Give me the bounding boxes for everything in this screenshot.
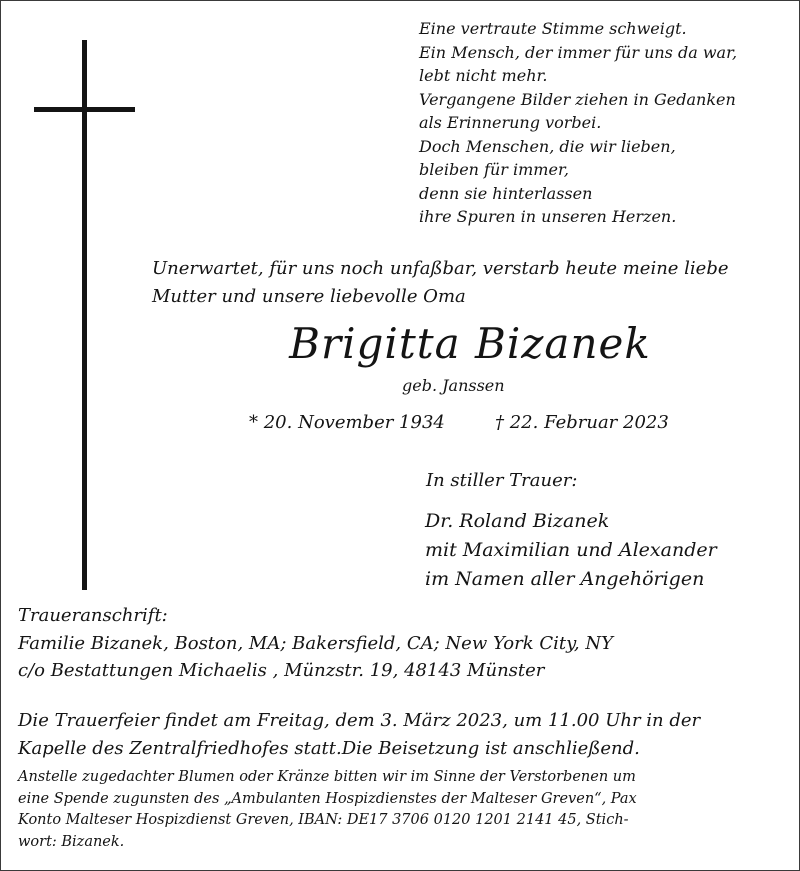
birth-name: geb. Janssen [402, 376, 505, 395]
poem-line: denn sie hinterlassen [419, 183, 593, 203]
poem [419, 17, 789, 229]
donation-line: Konto Malteser Hospizdienst Greven, IBAN: DE17 3706 0120 1201 2141 45, Stich- [18, 812, 629, 828]
intro-text [152, 255, 772, 311]
cross-horizontal-bar [34, 107, 135, 112]
ceremony-info [18, 707, 788, 762]
mourner-line: im Namen aller Angehörigen [425, 568, 705, 590]
donation-line: eine Spende zugunsten des „Ambulanten Hospizdienstes der Malteser Greven“, Pax [18, 790, 637, 807]
death-date: † 22. Februar 2023 [495, 412, 669, 433]
address-line: Familie Bizanek, Boston, MA; Bakersfield, CA; New York City, NY [18, 632, 613, 654]
poem-line: Eine vertraute Stimme schweigt. [419, 19, 687, 38]
poem-line: bleiben für immer, [419, 160, 569, 179]
donation-info [18, 767, 788, 853]
ceremony-line: Kapelle des Zentralfriedhofes statt.Die Beisetzung ist anschließend. [18, 737, 640, 759]
ceremony-line: Die Trauerfeier findet am Freitag, dem 3. März 2023, um 11.00 Uhr in der [18, 710, 701, 731]
mourning-address [18, 602, 788, 685]
mourner-line: mit Maximilian und Alexander [425, 539, 717, 561]
poem-line: Vergangene Bilder ziehen in Gedanken [419, 89, 736, 109]
address-line: c/o Bestattungen Michaelis , Münzstr. 19, 48143 Münster [18, 660, 545, 681]
poem-line: Ein Mensch, der immer für uns da war, [419, 42, 738, 62]
deceased-name: Brigitta Bizanek [289, 319, 651, 368]
intro-line: Mutter und unsere liebevolle Oma [152, 286, 466, 307]
intro-line: Unerwartet, für uns noch unfaßbar, verstarb heute meine liebe [152, 258, 729, 279]
poem-line: ihre Spuren in unseren Herzen. [419, 207, 677, 226]
mourning-label: In stiller Trauer: [426, 470, 578, 491]
donation-line: Anstelle zugedachter Blumen oder Kränze bitten wir im Sinne der Verstorbenen um [18, 769, 636, 785]
donation-line: wort: Bizanek. [18, 833, 125, 850]
address-heading: Traueranschrift: [18, 605, 168, 626]
birth-date: * 20. November 1934 [249, 412, 445, 433]
cross-vertical-bar [82, 40, 87, 590]
poem-line: als Erinnerung vorbei. [419, 113, 602, 132]
mourners-list [425, 507, 717, 594]
poem-line: lebt nicht mehr. [419, 66, 548, 85]
poem-line: Doch Menschen, die wir lieben, [419, 136, 676, 156]
mourner-line: Dr. Roland Bizanek [425, 510, 610, 532]
